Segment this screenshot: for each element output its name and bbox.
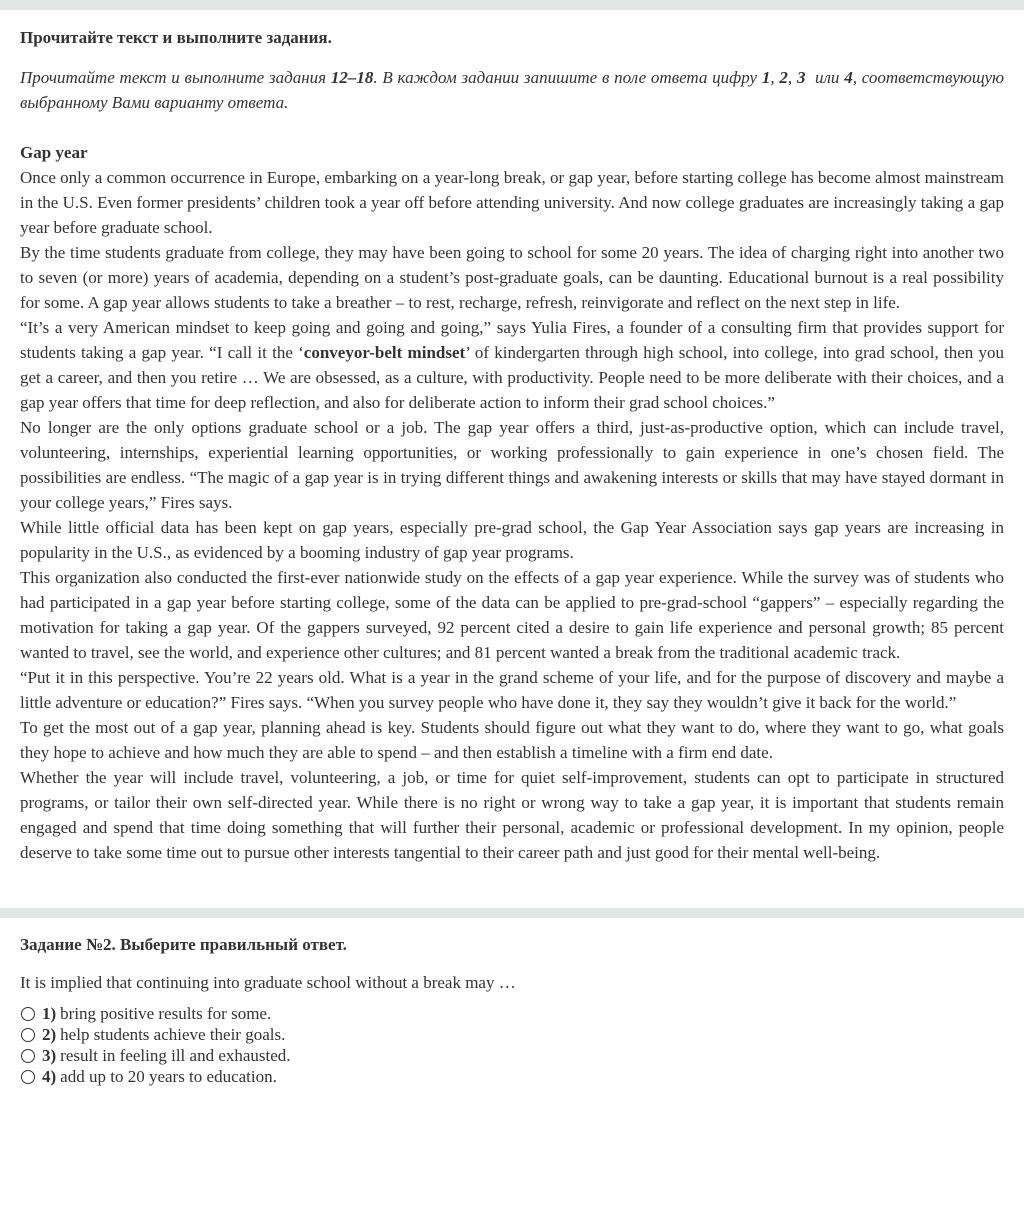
task-title: Прочитайте текст и выполните задания. bbox=[20, 28, 332, 47]
option-label: help students achieve their goals. bbox=[60, 1025, 286, 1044]
radio-button-icon[interactable] bbox=[21, 1049, 35, 1063]
radio-button-icon[interactable] bbox=[21, 1070, 35, 1084]
passage-paragraph-quote bbox=[20, 315, 1004, 415]
passage-paragraph: By the time students graduate from college, they may have been going to school for some 20 years. The idea of charging right into another two to seven (or more) years of academia, depending on a student’s post-graduate goals, can be daunting. Educational burnout is a real possibility for some. A gap year allows students to take a breather – to rest, recharge, refresh, reinvigorate and reflect on the next step in life. bbox=[20, 243, 1004, 312]
instruction-text bbox=[20, 65, 1004, 115]
passage-title: Gap year bbox=[20, 143, 88, 162]
option-label: add up to 20 years to education. bbox=[60, 1067, 277, 1086]
radio-button-icon[interactable] bbox=[21, 1007, 35, 1021]
quote-text: ’ of kindergarten through high school, into college, into grad school, then you get a career, and then you retire … We are obsessed, as a culture, with productivity. People need to be more deliberate with their choices, and a gap year offers that time for deep reflection, and also for deliberate action to inform their grad school choices.” bbox=[20, 343, 1004, 412]
passage-paragraph: While little official data has been kept on gap years, especially pre-grad school, the Gap Year Association says gap years are increasing in popularity in the U.S., as evidenced by a booming industry of gap year programs. bbox=[20, 518, 1004, 562]
option-label: result in feeling ill and exhausted. bbox=[60, 1046, 291, 1065]
answer-options bbox=[20, 1003, 1004, 1087]
digit: 2 bbox=[779, 68, 788, 87]
instruction-part: Прочитайте текст и выполните задания bbox=[20, 68, 331, 87]
instruction-part: , соответствующую выбранному Вами варианту ответа. bbox=[20, 68, 1005, 112]
question-text: It is implied that continuing into graduate school without a break may … bbox=[20, 973, 516, 992]
passage-paragraph: Whether the year will include travel, volunteering, a job, or time for quiet self-improvement, students can opt to participate in structured programs, or tailor their own self-directed year. While there is no right or wrong way to take a gap year, it is important that students remain engaged and spend that time doing something that will further their personal, academic or professional development. In my opinion, people deserve to take some time out to pursue other interests tangential to their career path and just good for their mental well-being. bbox=[20, 768, 1004, 862]
answer-option-3[interactable] bbox=[20, 1045, 1004, 1066]
digit: 4 bbox=[844, 68, 853, 87]
quote-text: “It’s a very American mindset to keep going and going and going,” says Yulia Fires, a founder of a consulting firm that provides support for students taking a gap year. “I call it the ‘ bbox=[20, 318, 1004, 362]
radio-button-icon[interactable] bbox=[21, 1028, 35, 1042]
passage-paragraph: This organization also conducted the first-ever nationwide study on the effects of a gap year experience. While the survey was of students who had participated in a gap year before starting college, some of the data can be applied to pre-grad-school “gappers” – especially regarding the motivation for taking a gap year. Of the gappers surveyed, 92 percent cited a desire to gain life experience and personal growth; 85 percent wanted to travel, see the world, and experience other cultures; and 81 percent wanted a break from the traditional academic track. bbox=[20, 568, 1004, 662]
instruction-part: или bbox=[805, 68, 845, 87]
task-range: 12–18 bbox=[330, 68, 374, 87]
reading-section bbox=[0, 28, 1024, 865]
digit: 1 bbox=[761, 68, 771, 87]
top-bar bbox=[0, 0, 1024, 10]
section-divider bbox=[0, 908, 1024, 918]
option-number: 1) bbox=[42, 1004, 57, 1023]
passage-body bbox=[20, 165, 1004, 865]
passage-paragraph: To get the most out of a gap year, planning ahead is key. Students should figure out what they want to do, where they want to go, what goals they hope to achieve and how much they are able to spend – and then establish a timeline with a firm end date. bbox=[20, 718, 1004, 762]
question-header: Задание №2. Выберите правильный ответ. bbox=[20, 935, 347, 954]
question-section bbox=[0, 935, 1024, 1087]
passage-paragraph: Once only a common occurrence in Europe, embarking on a year-long break, or gap year, before starting college has become almost mainstream in the U.S. Even former presidents’ children took a year off before attending university. And now college graduates are increasingly taking a gap year before graduate school. bbox=[20, 168, 1004, 237]
answer-option-2[interactable] bbox=[20, 1024, 1004, 1045]
passage-paragraph: No longer are the only options graduate school or a job. The gap year offers a third, just-as-productive option, which can include travel, volunteering, internships, experiential learning opportunities, or working professionally to gain experience in one’s chosen field. The possibilities are endless. “The magic of a gap year is in trying different things and awakening interests or skills that may have stayed dormant in your college years,” Fires says. bbox=[20, 418, 1004, 512]
passage-paragraph: “Put it in this perspective. You’re 22 years old. What is a year in the grand scheme of your life, and for the purpose of discovery and maybe a little adventure or education?” Fires says. “When you survey people who have done it, they say they wouldn’t give it back for the world.” bbox=[20, 668, 1004, 712]
highlighted-term: conveyor-belt mindset bbox=[303, 343, 466, 362]
separator: , bbox=[770, 68, 780, 87]
option-number: 4) bbox=[42, 1067, 57, 1086]
digit: 3 bbox=[796, 68, 806, 87]
option-number: 3) bbox=[42, 1046, 57, 1065]
answer-option-1[interactable] bbox=[20, 1003, 1004, 1024]
separator: , bbox=[787, 68, 797, 87]
option-number: 2) bbox=[42, 1025, 57, 1044]
instruction-part: . В каждом задании запишите в поле ответа цифру bbox=[373, 68, 762, 87]
answer-option-4[interactable] bbox=[20, 1066, 1004, 1087]
option-label: bring positive results for some. bbox=[60, 1004, 272, 1023]
